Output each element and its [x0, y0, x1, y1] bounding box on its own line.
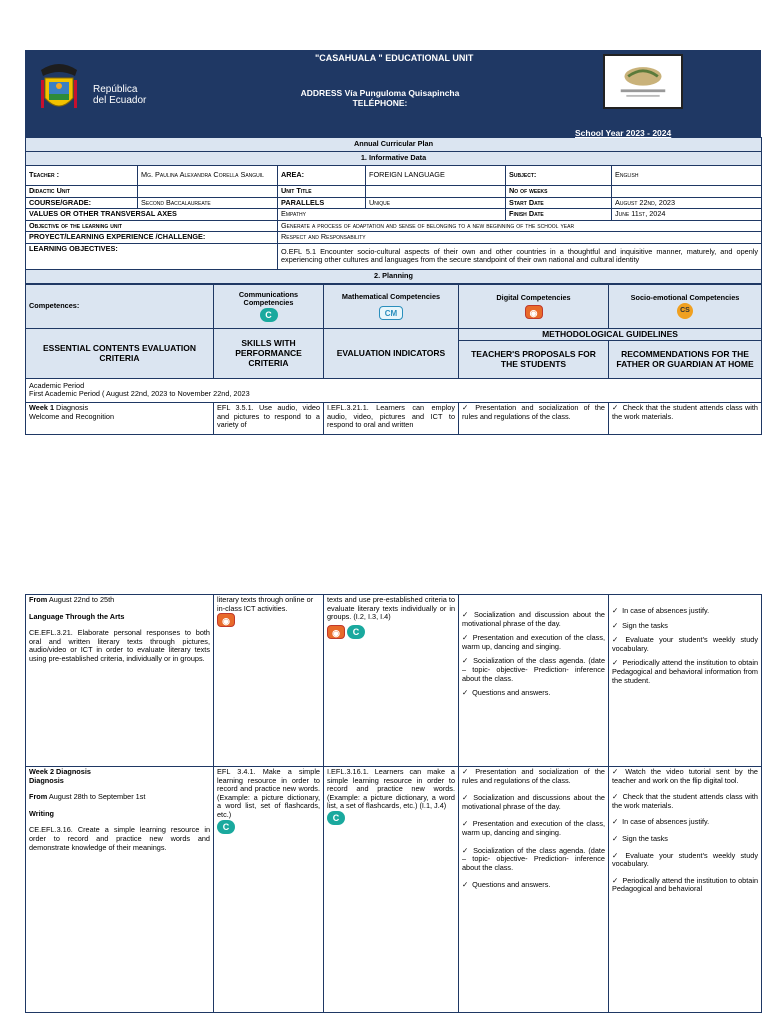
- coat-of-arms-icon: [37, 58, 81, 120]
- teacher-item: ✓ Presentation and socialization of the rules and regulations of the class.: [462, 768, 605, 785]
- col-teacher-proposals: TEACHER'S PROPOSALS FOR THE STUDENTS: [459, 340, 609, 378]
- week1-indicator-cont: texts and use pre-established criteria to evaluate literary texts individually or in groups. (I.2, I.3, I.4) ◉ C: [324, 595, 459, 767]
- week2-skill: EFL 3.4.1. Make a simple learning resource in order to record and practice new words. (Example: a picture dictionary, a word list, set of flashcards, etc.) C: [214, 767, 324, 1013]
- project-value: Respect and Responsability: [278, 232, 762, 244]
- recommend-item: ✓ Check that the student attends class with the work materials.: [612, 793, 758, 810]
- week1-teacher-items: [459, 595, 609, 767]
- objective-label: Objective of the learning unit: [26, 220, 278, 232]
- week1-skill: EFL 3.5.1. Use audio, video and pictures to respond to a variety of: [214, 402, 324, 434]
- week1-skill-cont: literary texts through online or in-class ICT activities. ◉: [214, 595, 324, 767]
- project-label: PROYECT/LEARNING EXPERIENCE /CHALLENGE:: [26, 232, 278, 244]
- school-address: ADDRESS Vía Punguloma Quisapincha TELÉPHONE:: [300, 88, 460, 108]
- digital-badge-icon: ◉: [525, 305, 543, 319]
- col-skills: SKILLS WITH PERFORMANCE CRITERIA: [214, 328, 324, 378]
- week2-content: Week 2 Diagnosis Diagnosis From August 28th to September 1st Writing CE.EFL.3.16. Create a simple learning resource in order to record and practice new words and demonstrate knowledge of their meanings.: [26, 767, 214, 1013]
- teacher-item: ✓ Socialization of the class agenda. (date – topic- objective- Prediction- inference about the class.: [462, 657, 605, 683]
- section-planning: 2. Planning: [26, 269, 762, 283]
- didactic-unit-label: Didactic Unit: [26, 186, 138, 198]
- subject-value: English: [612, 166, 762, 186]
- subject-label: Subject:: [506, 166, 612, 186]
- digital-badge-icon: ◉: [327, 625, 345, 639]
- col-methodological: METHODOLOGICAL GUIDELINES: [459, 328, 762, 340]
- learning-objectives-label: LEARNING OBJECTIVES:: [26, 243, 278, 269]
- informative-data-table: [25, 137, 762, 284]
- recommend-item: ✓ Periodically attend the institution to obtain Pedagogical and behavioral information from the student.: [612, 659, 758, 685]
- school-name: "CASAHUALA " EDUCATIONAL UNIT: [315, 53, 474, 63]
- week1-cell: Week 1 Diagnosis Welcome and Recognition: [26, 402, 214, 434]
- teacher-item: ✓ Socialization and discussion about the motivational phrase of the day.: [462, 611, 605, 628]
- recommend-item: ✓ Watch the video tutorial sent by the teacher and work on the flip digital tool.: [612, 768, 758, 785]
- start-date-value: August 22nd, 2023: [612, 197, 762, 209]
- week2-teacher-items: [459, 767, 609, 1013]
- finish-date-label: Finish Date: [506, 209, 612, 221]
- school-logo-icon: [603, 54, 683, 109]
- communication-badge-icon: C: [217, 820, 235, 834]
- planning-table: [25, 284, 762, 435]
- course-value: Second Baccalaureate: [138, 197, 278, 209]
- document-header: [25, 50, 761, 137]
- week2-recommend-items: [609, 767, 762, 1013]
- teacher-item: ✓ Socialization and discussions about the motivational phrase of the day.: [462, 794, 605, 811]
- competences-label: Competences:: [26, 284, 214, 328]
- digital-badge-icon: ◉: [217, 613, 235, 627]
- document-page-1: [25, 50, 761, 435]
- recommend-item: ✓ In case of absences justify.: [612, 607, 758, 616]
- teacher-item: ✓ Presentation and execution of the class, warm up, dancing and singing.: [462, 634, 605, 651]
- recommend-item: ✓ Evaluate your student's weekly study vocabulary.: [612, 636, 758, 653]
- recommend-item: ✓ Sign the tasks: [612, 622, 758, 631]
- col-essential: ESSENTIAL CONTENTS EVALUATION CRITERIA: [26, 328, 214, 378]
- finish-date-value: June 11st, 2024: [612, 209, 762, 221]
- unit-title-label: Unit Title: [278, 186, 366, 198]
- math-badge-icon: CM: [379, 306, 403, 320]
- col-indicators: EVALUATION INDICATORS: [324, 328, 459, 378]
- week1-indicator: I.EFL.3.21.1. Learners can employ audio, video, pictures and ICT to respond to oral and written: [324, 402, 459, 434]
- area-value: FOREIGN LANGUAGE: [366, 166, 506, 186]
- col-recommendations: RECOMMENDATIONS FOR THE FATHER OR GUARDIAN AT HOME: [609, 340, 762, 378]
- section-informative: 1. Informative Data: [26, 152, 762, 166]
- comp-communication: Communications Competencies C: [214, 284, 324, 328]
- plan-title: Annual Curricular Plan: [26, 138, 762, 152]
- academic-period: Academic Period First Academic Period ( August 22nd, 2023 to November 22nd, 2023: [26, 378, 762, 402]
- socio-badge-icon: CS: [677, 303, 693, 319]
- comp-digital: Digital Competencies ◉: [459, 284, 609, 328]
- recommend-item: ✓ Evaluate your student's weekly study vocabulary.: [612, 852, 758, 869]
- values-value: Empathy: [278, 209, 506, 221]
- teacher-item: ✓ Socialization of the class agenda. (date – topic- objective- Prediction- inference about the class.: [462, 847, 605, 873]
- comp-socio: Socio-emotional Competencies CS: [609, 284, 762, 328]
- weeks-label: No of weeks: [506, 186, 612, 198]
- week1-recommend: ✓ Check that the student attends class with the work materials.: [609, 402, 762, 434]
- week2-indicator: I.EFL.3.16.1. Learners can make a simple learning resource in order to record and practice new words. (Example: a picture dictionary, a word list, a set of flashcards, etc.) (I.1, J.4) C: [324, 767, 459, 1013]
- didactic-unit-value: [138, 186, 278, 198]
- recommend-item: ✓ Sign the tasks: [612, 835, 758, 844]
- teacher-label: Teacher :: [26, 166, 138, 186]
- teacher-item: ✓ Presentation and execution of the class, warm up, dancing and singing.: [462, 820, 605, 837]
- recommend-item: ✓ In case of absences justify.: [612, 818, 758, 827]
- start-date-label: Start Date: [506, 197, 612, 209]
- week1-recommend-items: [609, 595, 762, 767]
- values-label: VALUES OR OTHER TRANSVERSAL AXES: [26, 209, 278, 221]
- school-year: School Year 2023 - 2024: [575, 128, 672, 138]
- recommend-item: ✓ Periodically attend the institution to obtain Pedagogical and behavioral: [612, 877, 758, 894]
- week1-teacher: ✓ Presentation and socialization of the rules and regulations of the class.: [459, 402, 609, 434]
- teacher-item: ✓ Questions and answers.: [462, 689, 605, 698]
- weeks-value: [612, 186, 762, 198]
- area-label: AREA:: [278, 166, 366, 186]
- communication-badge-icon: C: [327, 811, 345, 825]
- teacher-item: ✓ Questions and answers.: [462, 881, 605, 890]
- unit-title-value: [366, 186, 506, 198]
- parallels-label: PARALLELS: [278, 197, 366, 209]
- communication-badge-icon: C: [260, 308, 278, 322]
- week1-content: From August 22nd to 25th Language Through the Arts CE.EFL.3.21. Elaborate personal responses to both oral and written literary texts through pictures, audio/video or ICT in order to evaluate literary texts using pre-established criteria, individually or in groups.: [26, 595, 214, 767]
- republic-label: República del Ecuador: [93, 84, 147, 106]
- objective-value: Generate a process of adaptation and sense of belonging to a new beginning of the school year: [278, 220, 762, 232]
- comp-math: Mathematical Competencies CM: [324, 284, 459, 328]
- learning-objectives-value: O.EFL 5.1 Encounter socio-cultural aspects of their own and other countries in a thoughtful and inquisitive manner, maturely, and openly experiencing other cultures and languages from the secure standpoint of their own national and cultural identity: [278, 243, 762, 269]
- planning-continuation-table: [25, 594, 762, 1013]
- teacher-value: Mg. Paulina Alexandra Corella Sanguil: [138, 166, 278, 186]
- parallels-value: Unique: [366, 197, 506, 209]
- document-page-2: [25, 594, 761, 1013]
- communication-badge-icon: C: [347, 625, 365, 639]
- course-label: COURSE/GRADE:: [26, 197, 138, 209]
